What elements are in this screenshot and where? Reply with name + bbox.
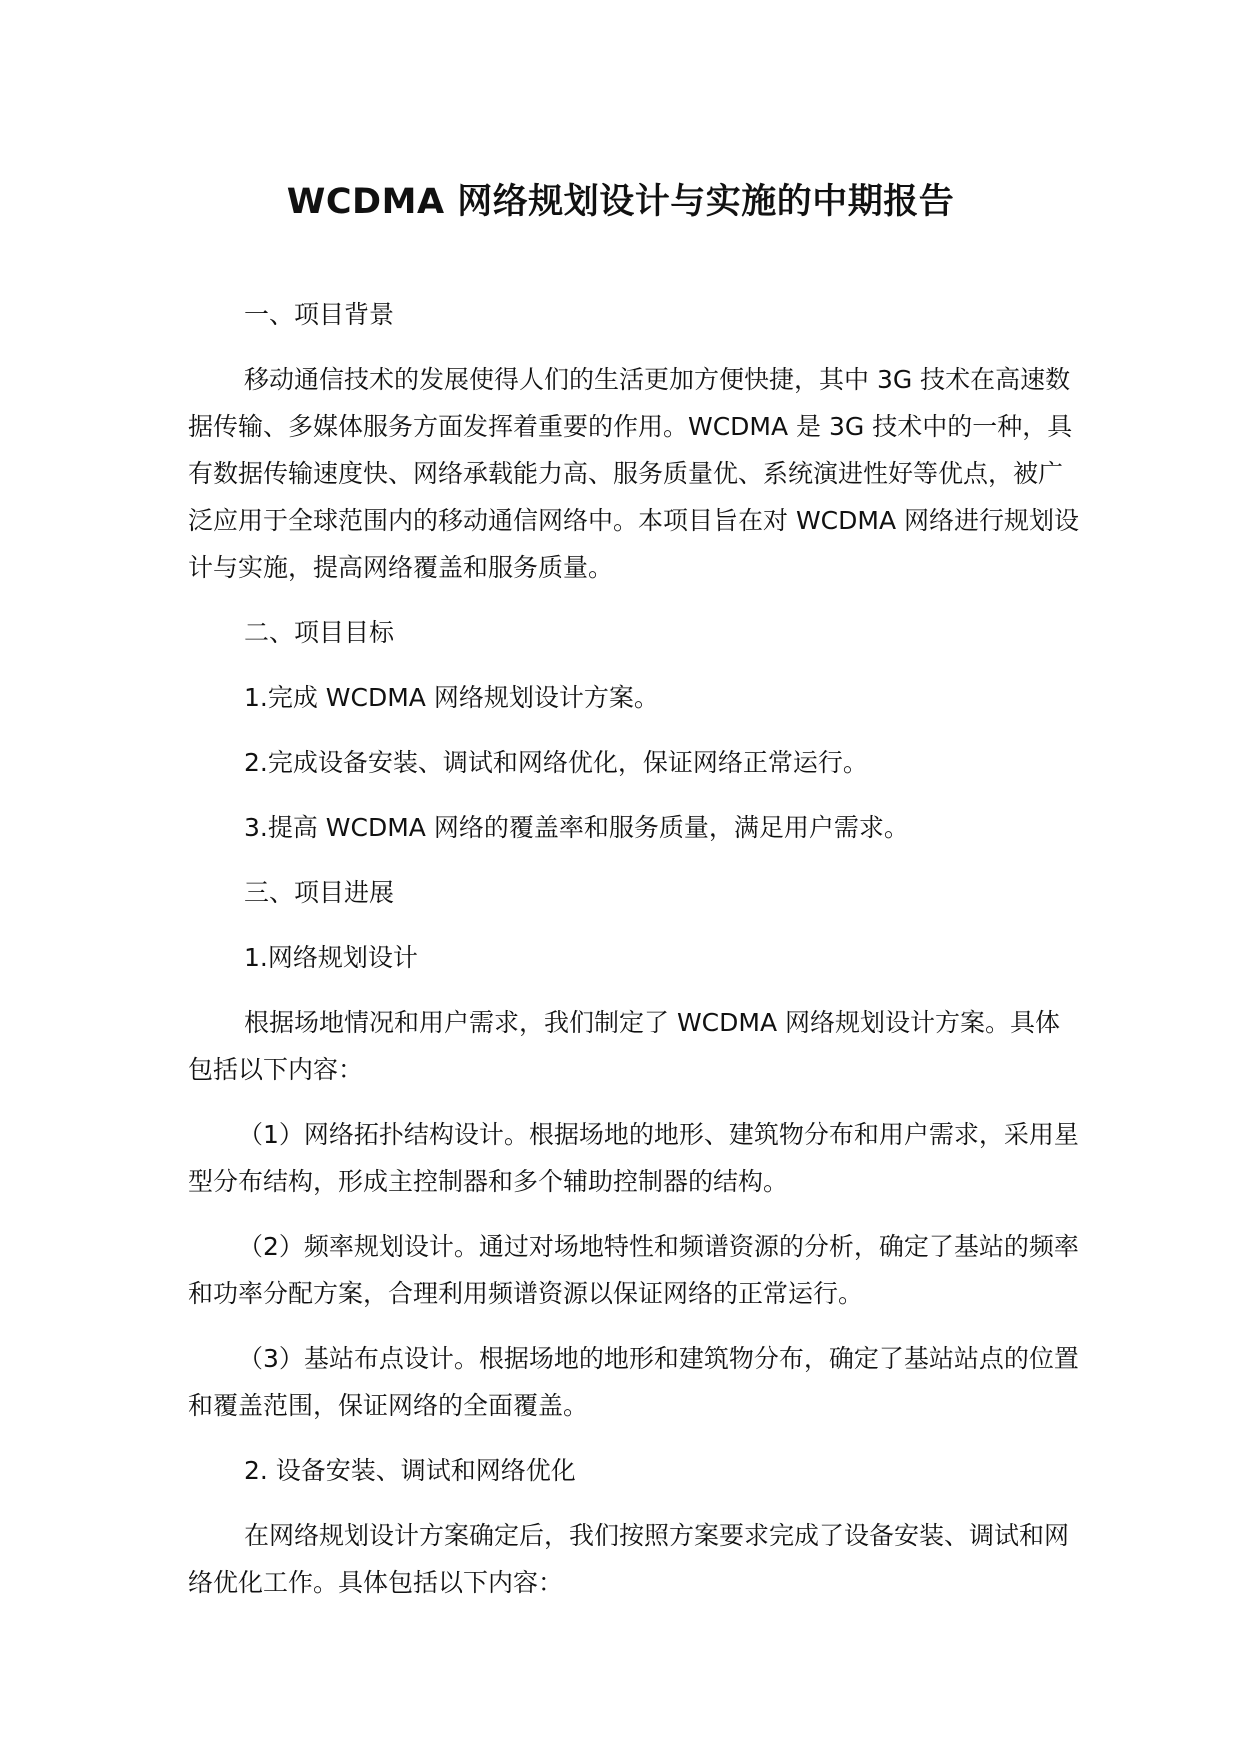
installation-intro: 在网络规划设计方案确定后，我们按照方案要求完成了设备安装、调试和网络优化工作。具体包括以下内容： — [188, 1521, 1070, 1597]
subsection-heading-installation: 2. 设备安装、调试和网络优化 — [244, 1456, 576, 1485]
document-title: WCDMA 网络规划设计与实施的中期报告 — [286, 182, 955, 222]
section-heading-background: 一、项目背景 — [244, 300, 395, 329]
planning-point: （3）基站布点设计。根据场地的地形和建筑物分布，确定了基站站点的位置和覆盖范围，保证网络的全面覆盖。 — [188, 1344, 1079, 1420]
planning-point: （2）频率规划设计。通过对场地特性和频谱资源的分析，确定了基站的频率和功率分配方案，合理利用频谱资源以保证网络的正常运行。 — [188, 1232, 1079, 1308]
document-body — [188, 291, 1083, 1624]
network-planning-intro: 根据场地情况和用户需求，我们制定了 WCDMA 网络规划设计方案。具体包括以下内容： — [188, 1008, 1060, 1084]
section-heading-goals: 二、项目目标 — [244, 618, 395, 647]
planning-point: （1）网络拓扑结构设计。根据场地的地形、建筑物分布和用户需求，采用星型分布结构，形成主控制器和多个辅助控制器的结构。 — [188, 1120, 1079, 1196]
goal-item: 1.完成 WCDMA 网络规划设计方案。 — [244, 683, 659, 712]
background-paragraph: 移动通信技术的发展使得人们的生活更加方便快捷，其中 3G 技术在高速数据传输、多媒体服务方面发挥着重要的作用。WCDMA 是 3G 技术中的一种，具有数据传输速度快、网络承载能力高、服务质量优、系统演进性好等优点，被广泛应用于全球范围内的移动通信网络中。本项目旨在对 WCDMA 网络进行规划设计与实施，提高网络覆盖和服务质量。 — [188, 365, 1079, 582]
goal-item: 2.完成设备安装、调试和网络优化，保证网络正常运行。 — [244, 748, 868, 777]
subsection-heading-network-planning: 1.网络规划设计 — [244, 943, 418, 972]
goal-item: 3.提高 WCDMA 网络的覆盖率和服务质量，满足用户需求。 — [244, 813, 909, 842]
section-heading-progress: 三、项目进展 — [244, 878, 395, 907]
